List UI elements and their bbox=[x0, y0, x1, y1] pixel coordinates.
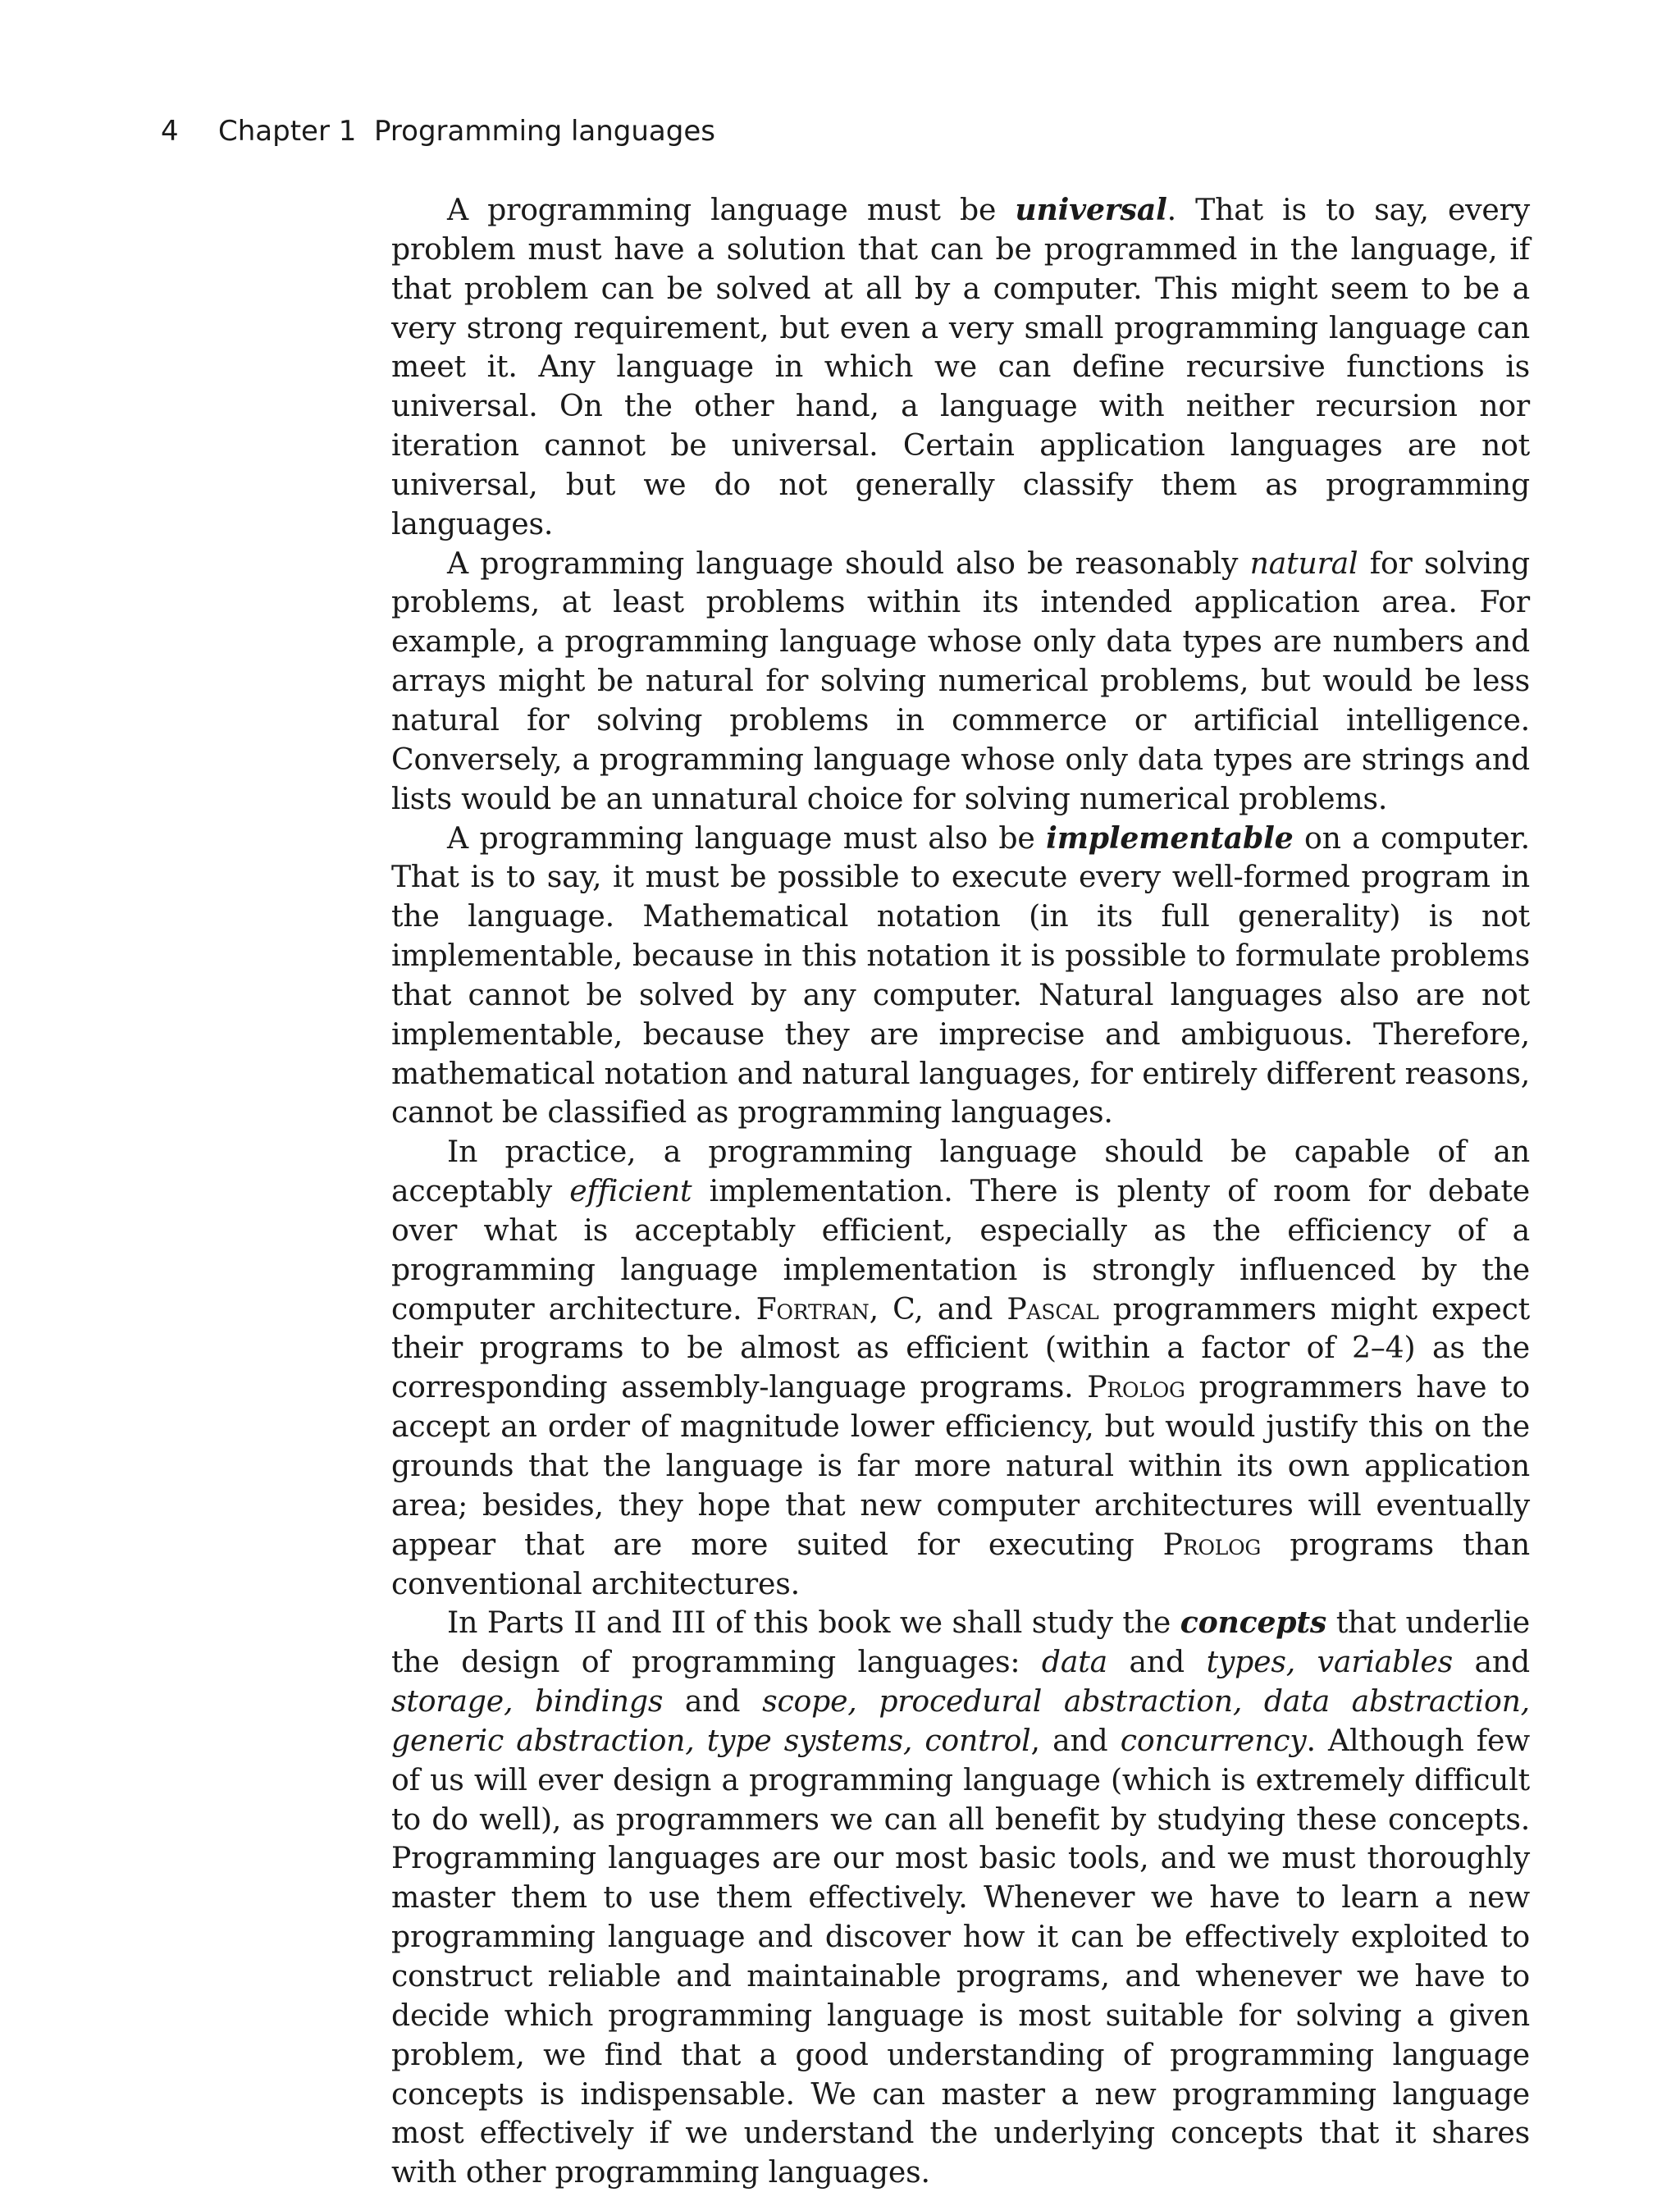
text-run: programmers have to accept an order of magnitude lower efficiency, but would justify this on the grounds that the language is far more natural within its own application area; besides, they hope that new computer architectures will eventually appear that are more suited for executing bbox=[391, 1369, 1530, 1562]
paragraph bbox=[391, 544, 1530, 819]
emphasis: storage, bindings bbox=[391, 1683, 664, 1719]
text-run: . Although few of us will ever design a programming language (which is extremely difficult to do well), as programmers we can all benefit by studying these concepts. Programming languages are our most basic tools, and we must thoroughly master them to use them effectively. Whenever we have to learn a new programming language and discover how it can be effectively exploited to construct reliable and maintainable programs, and whenever we have to decide which programming language is most suitable for solving a given problem, we find that a good understanding of programming language concepts is indispensable. We can master a new programming language most effectively if we understand the underlying concepts that it shares with other programming languages. bbox=[391, 1722, 1530, 2190]
language-name: Pascal bbox=[1007, 1290, 1099, 1327]
paragraph bbox=[391, 819, 1530, 1133]
text-run: In practice, a programming language should be capable of an acceptably bbox=[391, 1134, 1530, 1209]
language-name: Prolog bbox=[1087, 1369, 1185, 1405]
paragraph bbox=[391, 1603, 1530, 2192]
key-term: concepts bbox=[1180, 1605, 1327, 1641]
emphasis: scope, procedural abstraction, data abstraction, generic abstraction, type systems, control bbox=[391, 1683, 1530, 1758]
body-text bbox=[391, 190, 1530, 2192]
text-run: In Parts II and III of this book we shall study the bbox=[447, 1605, 1180, 1641]
text-run: A programming language must be bbox=[447, 192, 1016, 227]
text-run: and bbox=[1452, 1644, 1531, 1680]
text-run: implementation. There is plenty of room for debate over what is acceptably efficient, especially as the efficiency of a programming language implementation is strongly influenced by the computer architecture. bbox=[391, 1173, 1530, 1327]
text-run: A programming language should also be reasonably bbox=[447, 545, 1250, 581]
language-name: Fortran bbox=[756, 1290, 870, 1327]
text-run: that underlie the design of programming languages: bbox=[391, 1605, 1530, 1680]
paragraph bbox=[391, 1132, 1530, 1603]
emphasis: efficient bbox=[569, 1173, 692, 1209]
key-term: universal bbox=[1015, 192, 1167, 227]
language-name: Prolog bbox=[1162, 1526, 1262, 1562]
emphasis: types, variables bbox=[1206, 1644, 1453, 1680]
text-run: programmers might expect their programs to be almost as efficient (within a factor of 2–4) as the corresponding assembly-language programs. bbox=[391, 1290, 1530, 1405]
chapter-label: Chapter 1 bbox=[218, 115, 357, 148]
text-run: A programming language must also be bbox=[447, 820, 1047, 856]
text-run: . That is to say, every problem must have a solution that can be programmed in the language, if that problem can be solved at all by a computer. This might seem to be a very strong requirement, but even a very small programming language can meet it. Any language in which we can define recursive functions is universal. On the other hand, a language with neither recursion nor iteration cannot be universal. Certain application languages are not universal, but we do not generally classify them as programming languages. bbox=[391, 192, 1530, 541]
text-run: and bbox=[663, 1683, 763, 1719]
paragraph bbox=[391, 190, 1530, 544]
key-term: implementable bbox=[1046, 820, 1294, 856]
running-head bbox=[161, 115, 715, 148]
text-run: , C, and bbox=[869, 1290, 1007, 1327]
text-run: and bbox=[1107, 1644, 1207, 1680]
text-run: , and bbox=[1030, 1722, 1121, 1758]
text-run: programs than conventional architectures. bbox=[391, 1526, 1530, 1601]
emphasis: natural bbox=[1249, 545, 1358, 581]
page-number: 4 bbox=[161, 115, 179, 148]
text-run: on a computer. That is to say, it must be possible to execute every well-formed program in the language. Mathematical notation (in its full generality) is not implementable, because in this notation it is possible to formulate problems that cannot be solved by any computer. Natural languages also are not implementable, because they are imprecise and ambiguous. Therefore, mathematical notation and natural languages, for entirely different reasons, cannot be classified as programming languages. bbox=[391, 820, 1530, 1130]
emphasis: data bbox=[1041, 1644, 1107, 1680]
chapter-title: Programming languages bbox=[374, 115, 715, 148]
text-run: for solving problems, at least problems within its intended application area. For example, a programming language whose only data types are numbers and arrays might be natural for solving numerical problems, but would be less natural for solving problems in commerce or artificial intelligence. Conversely, a programming language whose only data types are strings and lists would be an unnatural choice for solving numerical problems. bbox=[391, 545, 1530, 816]
emphasis: concurrency bbox=[1120, 1722, 1307, 1758]
